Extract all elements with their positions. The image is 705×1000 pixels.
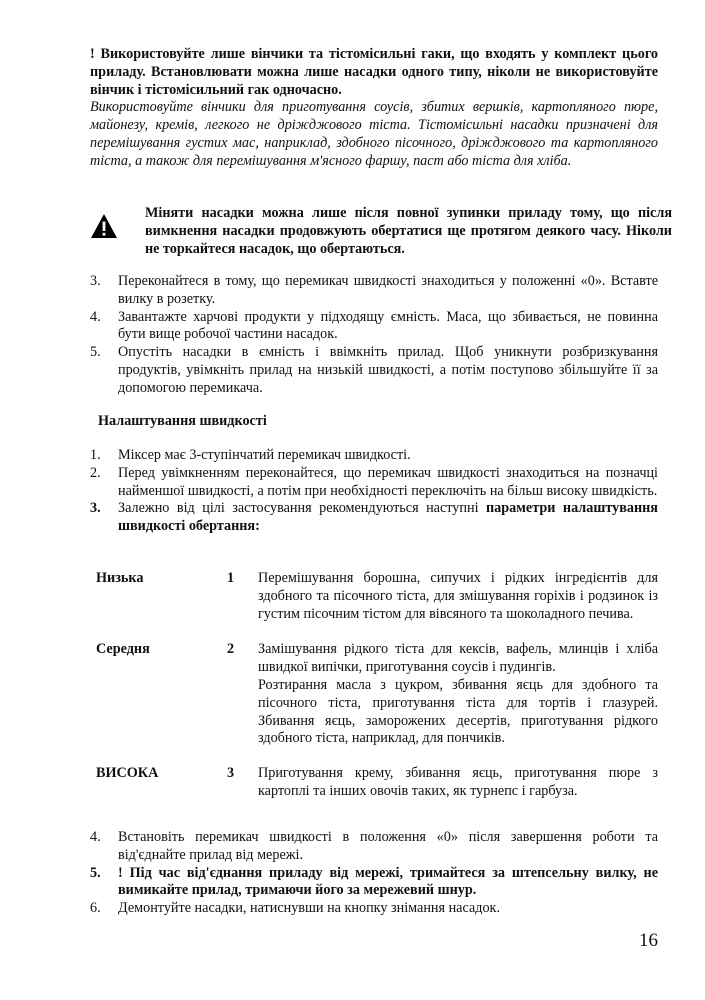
table-row [96,641,658,748]
instruction-list [90,273,658,398]
table-row [96,570,658,623]
list-number: 5. [90,864,101,881]
speed-instruction-list [90,447,658,536]
list-text: ! Під час від'єднання приладу від мережі, тримайтеся за штепсельну вилку, не вимикайте прилад, тримаючи його за мережевий шнур. [118,864,658,899]
list-item [90,273,658,309]
page-number: 16 [639,930,658,951]
speed-level: 2 [227,641,235,658]
intro-usage-text: Використовуйте вінчики для приготування соусів, збитих вершків, картопляного пюре, майонезу, кремів, легкого не дріжджового тіста. Тістомісильні насадки призначені для перемішування густих мас, наприклад, здобного пісочного, дріжджового та картопляного тіста, а також для перемішування м'ясного фаршу, паст або тіста для хліба. [90,99,658,169]
list-number: 3. [90,500,101,517]
caution-block [90,205,670,265]
list-number: 4. [90,308,101,325]
list-text: Демонтуйте насадки, натиснувши на кнопку знімання насадок. [118,900,500,917]
speed-description: Замішування рідкого тіста для кексів, вафель, млинців і хліба швидкої випічки, приготування соусів і пудингів. [258,641,658,676]
section-heading: Налаштування швидкості [98,413,267,429]
list-text: Залежно від цілі застосування рекомендуються наступні [118,500,486,517]
list-item [90,500,658,536]
list-text: Перед увімкненням переконайтеся, що перемикач швидкості знаходиться на позначці найменшої швидкості, а потім при необхідності переключіть на більш високу швидкість. [118,464,658,499]
list-item [90,900,658,918]
table-row [96,765,658,801]
list-number: 2. [90,464,101,481]
speed-name: Середня [96,641,150,658]
list-text: Встановіть перемикач швидкості в положення «0» після завершення роботи та від'єднайте прилад від мережі. [118,829,658,863]
caution-text: Міняти насадки можна лише після повної зупинки приладу тому, що після вимкнення насадки продовжують обертатися ще протягом деякого часу. Ніколи не торкайтеся насадок, що обертаються. [145,205,672,257]
list-text: Міксер має 3-ступінчатий перемикач швидкості. [118,447,411,463]
speed-description: Перемішування борошна, сипучих і рідких інгредієнтів для здобного та пісочного тіста, для змішування горіхів і родзинок із густим пісочним тістом для вівсяного та шоколадного печива. [258,570,658,622]
speed-table [96,570,658,801]
final-instruction-list [90,829,658,918]
intro-note [90,46,658,171]
list-item [90,447,658,465]
warning-triangle-icon [90,213,118,239]
list-number: 3. [90,273,101,289]
list-number: 5. [90,344,101,361]
speed-name: Низька [96,570,144,586]
list-item [90,309,658,345]
list-text-bold: параметри налаштування швидкості обертання: [118,500,658,535]
speed-level: 3 [227,765,235,782]
intro-warning-text: ! Використовуйте лише вінчики та тістомісильні гаки, що входять у комплект цього приладу. Встановлювати можна лише насадки одного типу, ніколи не використовуйте вінчик і тістомісильний гак одночасно. [90,46,658,98]
list-text: Переконайтеся в тому, що перемикач швидкості знаходиться у положенні «0». Вставте вилку в розетку. [118,273,658,307]
list-text: Опустіть насадки в ємність і ввімкніть прилад. Щоб уникнути розбризкування продуктів, увімкніть прилад на низькій швидкості, а потім поступово збільшуйте її за допомогою перемикача. [118,344,658,396]
list-number: 6. [90,900,101,917]
speed-description: Розтирання масла з цукром, збивання яєць для здобного та пісочного тіста, приготування тіста для тортів і глазурей. Збивання яєць, заморожених десертів, приготування рідкого здобного тіста, наприклад, для пончиків. [258,676,658,747]
list-number: 4. [90,829,101,845]
list-item [90,829,658,865]
speed-name: ВИСОКА [96,765,159,782]
list-item [90,465,658,501]
list-text: Завантажте харчові продукти у підходящу ємність. Маса, що збивається, не повинна бути вище робочої частини насадок. [118,308,658,343]
list-item [90,865,658,901]
list-number: 1. [90,447,101,463]
speed-description: Приготування крему, збивання яєць, приготування пюре з картоплі та інших овочів таких, як турнепс і гарбуза. [258,765,658,799]
speed-level: 1 [227,570,235,586]
list-item [90,344,658,397]
